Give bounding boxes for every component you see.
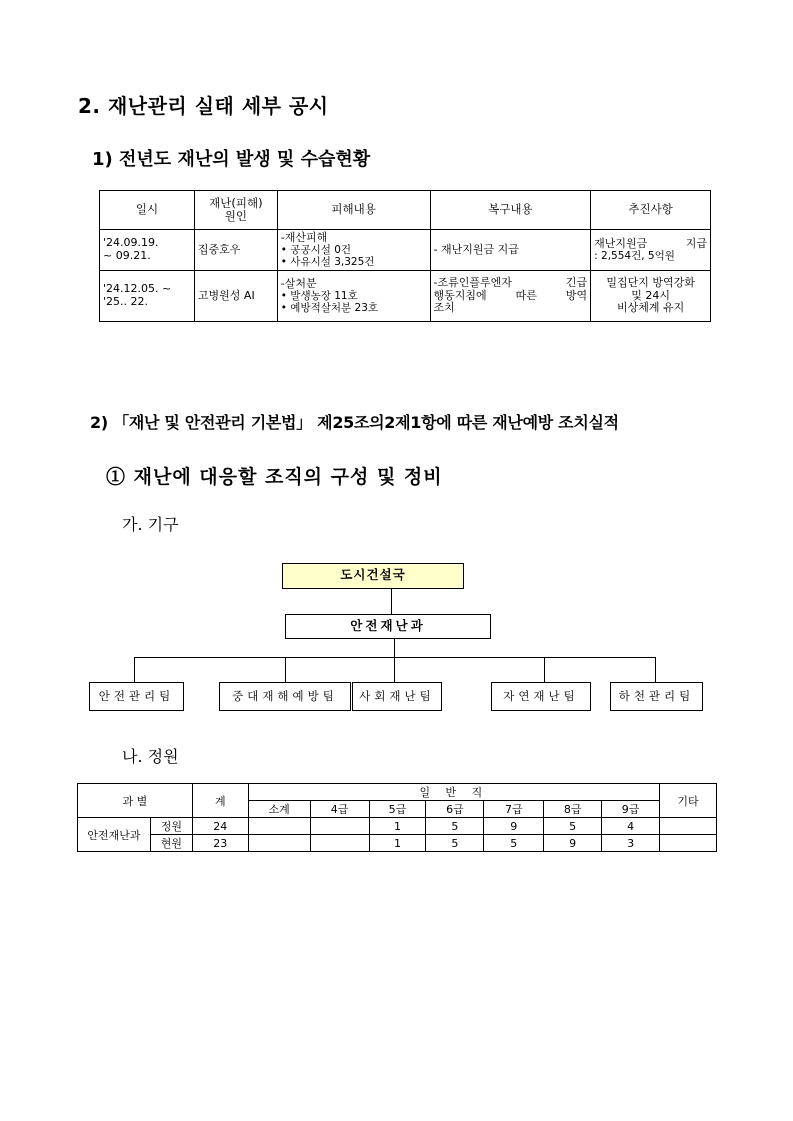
- org-connector: [134, 657, 135, 682]
- recovery-cell: [430, 271, 591, 322]
- org-connector: [655, 657, 656, 682]
- org-connector: [134, 657, 656, 658]
- grade-cell: 5: [426, 818, 484, 835]
- damage-title: -재산피해: [280, 230, 328, 244]
- org-connector: [391, 588, 392, 614]
- damage-item: • 사유시설 3,325건: [280, 256, 375, 269]
- damage-item: • 공공시설 0건: [280, 244, 352, 257]
- staffing-table: [77, 783, 717, 852]
- cause-cell: 집중호우: [194, 230, 277, 271]
- dept-cell: 안전재난과: [78, 818, 151, 852]
- grade-cell: [310, 835, 369, 852]
- date-start: '24.12.05. ~: [103, 282, 172, 296]
- grade-cell: 9: [544, 835, 602, 852]
- grade-cell: [310, 818, 369, 835]
- damage-item: • 예방적살처분 23호: [280, 302, 379, 315]
- table-row: [78, 835, 717, 852]
- table-row: [100, 230, 711, 271]
- header-grade: 6급: [426, 801, 484, 818]
- header-general: 일 반 직: [248, 784, 659, 801]
- grade-cell: 1: [369, 835, 426, 852]
- progress-line: 및 24시: [631, 288, 670, 302]
- subsection-title-prevention: 2) 「재난 및 안전관리 기본법」 제25조의2제1항에 따른 재난예방 조치실적: [90, 413, 619, 432]
- date-end: ~ 09.21.: [103, 249, 151, 262]
- grade-cell: 9: [484, 818, 544, 835]
- row-type: 현원: [150, 835, 192, 852]
- other-cell: [660, 818, 717, 835]
- progress-line: 비상체계 유지: [616, 301, 685, 315]
- damage-item: • 발생농장 11호: [280, 290, 358, 303]
- subsection-title-disaster-status: 1) 전년도 재난의 발생 및 수습현황: [92, 149, 371, 170]
- org-team-box: 사회재난팀: [352, 682, 442, 711]
- grade-cell: 5: [426, 835, 484, 852]
- row-type: 정원: [150, 818, 192, 835]
- grade-cell: 5: [544, 818, 602, 835]
- org-team-box: 중대재해예방팀: [219, 682, 351, 711]
- grade-cell: 4: [602, 818, 660, 835]
- org-team-box: 안전관리팀: [89, 682, 184, 711]
- header-dept: 과 별: [78, 784, 193, 818]
- header-total: 계: [192, 784, 248, 818]
- table-row: [78, 818, 717, 835]
- recovery-cell: - 재난지원금 지급: [430, 230, 591, 271]
- header-grade: 4급: [310, 801, 369, 818]
- org-box-department: 안전재난과: [285, 614, 491, 639]
- progress-cell: [591, 230, 711, 271]
- recovery-line: 행동지침에 따른 방역: [433, 288, 588, 302]
- damage-cell: [277, 230, 430, 271]
- header-grade: 5급: [369, 801, 426, 818]
- header-grade: 8급: [544, 801, 602, 818]
- table-header-row: [100, 191, 711, 230]
- recovery-line: 조치: [433, 301, 455, 315]
- progress-cell: [591, 271, 711, 322]
- progress-line: 재난지원금 지급: [594, 236, 707, 250]
- grade-cell: [248, 835, 310, 852]
- damage-title: -살처분: [280, 276, 317, 290]
- table-row: [100, 271, 711, 322]
- header-cause-line1: 재난(피해): [209, 195, 263, 210]
- org-connector: [394, 638, 395, 682]
- grade-cell: 3: [602, 835, 660, 852]
- org-team-box: 자연재난팀: [491, 682, 591, 711]
- date-end: '25.. 22.: [103, 295, 149, 308]
- progress-line: : 2,554건, 5억원: [594, 250, 675, 263]
- cause-cell: 고병원성 AI: [194, 271, 277, 322]
- grade-cell: [248, 818, 310, 835]
- org-structure-label: 가. 기구: [122, 515, 179, 534]
- table-header-row: [78, 784, 717, 801]
- org-connector: [544, 657, 545, 682]
- total-cell: 23: [192, 835, 248, 852]
- grade-cell: 1: [369, 818, 426, 835]
- date-start: '24.09.19.: [103, 236, 159, 250]
- date-cell: [100, 271, 195, 322]
- staffing-label: 나. 정원: [122, 747, 179, 766]
- header-recovery: 복구내용: [430, 191, 591, 230]
- total-cell: 24: [192, 818, 248, 835]
- header-grade: 소계: [248, 801, 310, 818]
- damage-cell: [277, 271, 430, 322]
- header-damage: 피해내용: [277, 191, 430, 230]
- org-box-top: 도시건설국: [282, 563, 464, 589]
- header-grade: 9급: [602, 801, 660, 818]
- date-cell: [100, 230, 195, 271]
- progress-line: 밀집단지 방역강화: [606, 276, 695, 290]
- org-heading: ① 재난에 대응할 조직의 구성 및 정비: [106, 466, 443, 488]
- header-cause-line2: 원인: [224, 209, 247, 223]
- recovery-line: -조류인플루엔자 긴급: [433, 276, 588, 290]
- header-grade: 7급: [484, 801, 544, 818]
- org-team-box: 하천관리팀: [610, 682, 703, 711]
- header-date: 일시: [100, 191, 195, 230]
- header-progress: 추진사항: [591, 191, 711, 230]
- other-cell: [660, 835, 717, 852]
- disaster-status-table: [99, 190, 711, 322]
- org-connector: [285, 657, 286, 682]
- header-other: 기타: [660, 784, 717, 818]
- header-cause: [194, 191, 277, 230]
- grade-cell: 5: [484, 835, 544, 852]
- section-title: 2. 재난관리 실태 세부 공시: [78, 94, 329, 118]
